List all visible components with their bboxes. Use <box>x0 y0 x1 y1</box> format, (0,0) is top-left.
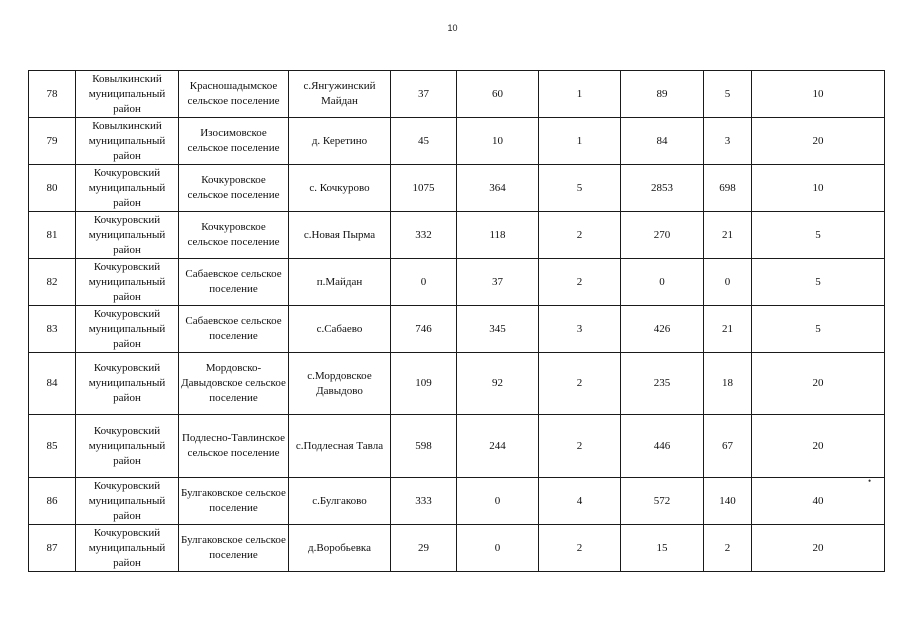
value-4-cell: 0 <box>621 259 704 306</box>
value-5-cell: 140 <box>704 478 752 525</box>
value-5-cell: 67 <box>704 415 752 478</box>
value-6-cell: 40 <box>752 478 885 525</box>
table-body <box>29 71 885 572</box>
locality-cell: с.Мордовское Давыдово <box>289 353 391 415</box>
value-6-cell: 20 <box>752 415 885 478</box>
row-number-cell: 78 <box>29 71 76 118</box>
value-1-cell: 598 <box>391 415 457 478</box>
value-2-cell: 92 <box>457 353 539 415</box>
row-number-cell: 86 <box>29 478 76 525</box>
locality-cell: с.Новая Пырма <box>289 212 391 259</box>
row-number-cell: 82 <box>29 259 76 306</box>
locality-cell: д.Воробьевка <box>289 525 391 572</box>
settlements-table <box>28 70 885 572</box>
value-3-cell: 2 <box>539 415 621 478</box>
district-cell: Ковылкинский муниципальный район <box>76 71 179 118</box>
value-4-cell: 426 <box>621 306 704 353</box>
value-2-cell: 0 <box>457 478 539 525</box>
value-6-cell: 10 <box>752 71 885 118</box>
settlement-cell: Сабаевское сельское поселение <box>179 306 289 353</box>
value-5-cell: 0 <box>704 259 752 306</box>
district-cell: Кочкуровский муниципальный район <box>76 165 179 212</box>
value-6-cell: 5 <box>752 259 885 306</box>
value-6-cell: 5 <box>752 212 885 259</box>
district-cell: Кочкуровский муниципальный район <box>76 478 179 525</box>
locality-cell: с.Янгужинский Майдан <box>289 71 391 118</box>
value-3-cell: 3 <box>539 306 621 353</box>
value-5-cell: 698 <box>704 165 752 212</box>
locality-cell: с.Булгаково <box>289 478 391 525</box>
value-3-cell: 4 <box>539 478 621 525</box>
value-6-cell: 10 <box>752 165 885 212</box>
value-2-cell: 60 <box>457 71 539 118</box>
value-6-cell: 5 <box>752 306 885 353</box>
value-1-cell: 0 <box>391 259 457 306</box>
value-1-cell: 109 <box>391 353 457 415</box>
settlement-cell: Красношадымское сельское поселение <box>179 71 289 118</box>
district-cell: Кочкуровский муниципальный район <box>76 525 179 572</box>
page-number: 10 <box>447 23 458 33</box>
value-4-cell: 572 <box>621 478 704 525</box>
locality-cell: с. Кочкурово <box>289 165 391 212</box>
value-1-cell: 1075 <box>391 165 457 212</box>
value-3-cell: 2 <box>539 525 621 572</box>
table-row <box>29 415 885 478</box>
value-2-cell: 244 <box>457 415 539 478</box>
table-row <box>29 525 885 572</box>
settlement-cell: Булгаковское сельское поселение <box>179 478 289 525</box>
value-2-cell: 364 <box>457 165 539 212</box>
value-1-cell: 45 <box>391 118 457 165</box>
settlement-cell: Сабаевское сельское поселение <box>179 259 289 306</box>
margin-mark: • <box>868 476 872 486</box>
district-cell: Ковылкинский муниципальный район <box>76 118 179 165</box>
value-3-cell: 1 <box>539 118 621 165</box>
value-4-cell: 235 <box>621 353 704 415</box>
district-cell: Кочкуровский муниципальный район <box>76 259 179 306</box>
value-3-cell: 2 <box>539 353 621 415</box>
value-5-cell: 18 <box>704 353 752 415</box>
value-4-cell: 270 <box>621 212 704 259</box>
value-2-cell: 37 <box>457 259 539 306</box>
value-1-cell: 37 <box>391 71 457 118</box>
row-number-cell: 79 <box>29 118 76 165</box>
value-1-cell: 746 <box>391 306 457 353</box>
value-6-cell: 20 <box>752 525 885 572</box>
district-cell: Кочкуровский муниципальный район <box>76 306 179 353</box>
table-row <box>29 118 885 165</box>
value-1-cell: 29 <box>391 525 457 572</box>
value-2-cell: 118 <box>457 212 539 259</box>
settlement-cell: Подлесно-Тавлинское сельское поселение <box>179 415 289 478</box>
value-1-cell: 332 <box>391 212 457 259</box>
locality-cell: д. Керетино <box>289 118 391 165</box>
value-2-cell: 345 <box>457 306 539 353</box>
value-3-cell: 2 <box>539 259 621 306</box>
value-3-cell: 5 <box>539 165 621 212</box>
table-row <box>29 478 885 525</box>
table-row <box>29 212 885 259</box>
locality-cell: п.Майдан <box>289 259 391 306</box>
locality-cell: с.Сабаево <box>289 306 391 353</box>
table-row <box>29 71 885 118</box>
row-number-cell: 83 <box>29 306 76 353</box>
value-5-cell: 2 <box>704 525 752 572</box>
value-2-cell: 10 <box>457 118 539 165</box>
value-3-cell: 2 <box>539 212 621 259</box>
table-row <box>29 259 885 306</box>
value-4-cell: 89 <box>621 71 704 118</box>
district-cell: Кочкуровский муниципальный район <box>76 353 179 415</box>
table-row <box>29 353 885 415</box>
value-5-cell: 21 <box>704 212 752 259</box>
row-number-cell: 87 <box>29 525 76 572</box>
value-6-cell: 20 <box>752 353 885 415</box>
value-1-cell: 333 <box>391 478 457 525</box>
value-4-cell: 2853 <box>621 165 704 212</box>
settlement-cell: Мордовско-Давыдовское сельское поселение <box>179 353 289 415</box>
district-cell: Кочкуровский муниципальный район <box>76 212 179 259</box>
settlement-cell: Изосимовское сельское поселение <box>179 118 289 165</box>
value-5-cell: 5 <box>704 71 752 118</box>
settlement-cell: Кочкуровское сельское поселение <box>179 212 289 259</box>
value-4-cell: 446 <box>621 415 704 478</box>
row-number-cell: 80 <box>29 165 76 212</box>
row-number-cell: 81 <box>29 212 76 259</box>
table-row <box>29 165 885 212</box>
row-number-cell: 85 <box>29 415 76 478</box>
value-4-cell: 84 <box>621 118 704 165</box>
value-5-cell: 3 <box>704 118 752 165</box>
value-4-cell: 15 <box>621 525 704 572</box>
table-row <box>29 306 885 353</box>
value-2-cell: 0 <box>457 525 539 572</box>
value-6-cell: 20 <box>752 118 885 165</box>
settlement-cell: Кочкуровское сельское поселение <box>179 165 289 212</box>
value-3-cell: 1 <box>539 71 621 118</box>
value-5-cell: 21 <box>704 306 752 353</box>
locality-cell: с.Подлесная Тавла <box>289 415 391 478</box>
row-number-cell: 84 <box>29 353 76 415</box>
settlement-cell: Булгаковское сельское поселение <box>179 525 289 572</box>
district-cell: Кочкуровский муниципальный район <box>76 415 179 478</box>
